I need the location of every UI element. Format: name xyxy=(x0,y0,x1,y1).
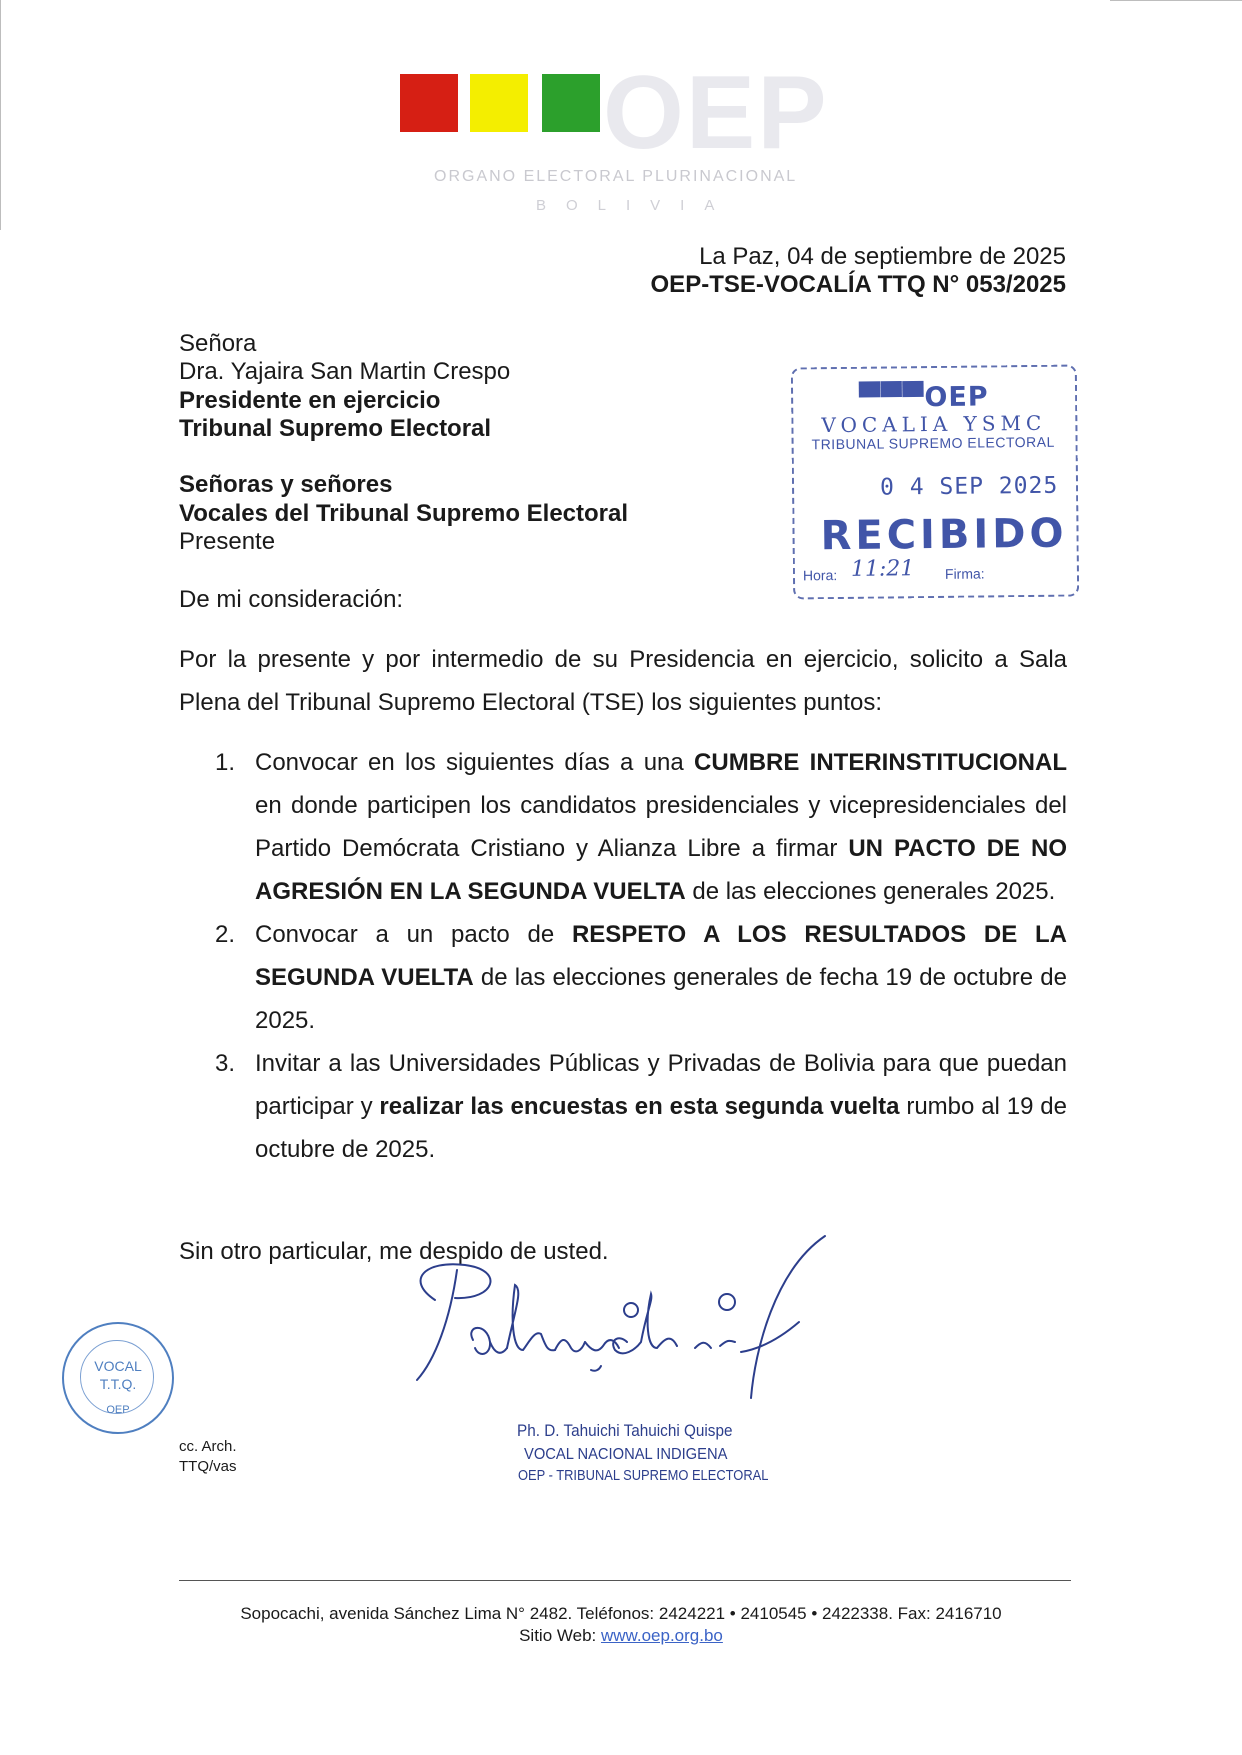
stamp-date: 0 4 SEP 2025 xyxy=(879,472,1059,501)
logo-red-square xyxy=(400,74,458,132)
item-text: Convocar a un pacto de xyxy=(255,921,572,948)
footer-website xyxy=(0,1626,1242,1646)
item-bold: CUMBRE INTERINSTITUCIONAL xyxy=(694,749,1067,776)
seal-center-2: T.T.Q. xyxy=(99,1376,137,1392)
salutation-1: Señora xyxy=(179,330,257,357)
handwritten-signature xyxy=(395,1230,835,1420)
footer-address: Sopocachi, avenida Sánchez Lima N° 2482. Teléfonos: 2424221 • 2410545 • 2422338. Fax: 2416710 xyxy=(240,1604,1002,1623)
item-text: de las elecciones generales de fecha 19 de octubre de 2025. xyxy=(255,964,1067,1034)
item-bold: UN PACTO DE NO AGRESIÓN EN LA SEGUNDA VUELTA xyxy=(255,835,1068,905)
stamp-hora-label: Hora: xyxy=(802,567,838,584)
cc-line-1: cc. Arch. xyxy=(179,1438,237,1455)
intro-paragraph: Por la presente y por intermedio de su Presidencia en ejercicio, solicito a Sala Plena del Tribunal Supremo Electoral (TSE) los siguientes puntos: xyxy=(179,646,1067,716)
stamp-tribunal: TRIBUNAL SUPREMO ELECTORAL xyxy=(811,433,1055,453)
stamp-hora-value: 11:21 xyxy=(850,556,915,582)
recipient-role: Presidente en ejercicio xyxy=(179,387,441,414)
logo-wordmark: OEP xyxy=(603,55,829,171)
request-item-1 xyxy=(179,741,1067,913)
recipient-institution: Tribunal Supremo Electoral xyxy=(179,415,492,442)
salutation-2: Señoras y señores xyxy=(179,471,393,498)
request-item-3 xyxy=(179,1042,1067,1171)
item-text: rumbo al 19 de octubre de 2025. xyxy=(255,1093,1067,1163)
recipient-name: Dra. Yajaira San Martin Crespo xyxy=(179,358,511,385)
request-list xyxy=(179,741,1067,1171)
request-item-2 xyxy=(179,913,1067,1042)
website-link[interactable]: www.oep.org.bo xyxy=(600,1626,723,1645)
received-stamp xyxy=(791,365,1079,600)
stamp-oep: ▀▀▀OEP xyxy=(858,381,989,414)
logo-subtitle: ORGANO ELECTORAL PLURINACIONAL xyxy=(434,168,798,185)
stamp-firma-label: Firma: xyxy=(944,565,985,582)
logo-green-square xyxy=(542,74,600,132)
letter-date: La Paz, 04 de septiembre de 2025 xyxy=(699,243,1066,270)
cc-line-2: TTQ/vas xyxy=(179,1458,237,1475)
seal-bottom: OEP xyxy=(106,1404,130,1416)
scan-edge-mark xyxy=(1110,0,1242,1)
logo-country: BOLIVIA xyxy=(536,197,735,214)
seal-center-1: VOCAL xyxy=(94,1358,142,1374)
carbon-copy xyxy=(179,1437,237,1477)
item-text: de las elecciones generales 2025. xyxy=(685,878,1056,905)
stamp-status: RECIBIDO xyxy=(820,510,1068,560)
stamp-vocalia: VOCALIA YSMC xyxy=(821,410,1047,438)
logo-yellow-square xyxy=(470,74,528,132)
letter-reference: OEP-TSE-VOCALÍA TTQ N° 053/2025 xyxy=(650,271,1066,298)
signatory-organization: OEP - TRIBUNAL SUPREMO ELECTORAL xyxy=(518,1467,769,1484)
greeting: De mi consideración: xyxy=(179,586,404,613)
footer-divider xyxy=(179,1580,1071,1581)
item-text: Convocar en los siguientes días a una xyxy=(255,749,695,776)
recipient-vocales: Vocales del Tribunal Supremo Electoral xyxy=(179,500,629,527)
item-bold: realizar las encuestas en esta segunda vuelta xyxy=(379,1093,900,1120)
item-text: en donde participen los candidatos presidenciales y vicepresidenciales del Partido Demócrata Cristiano y Alianza Libre a firmar xyxy=(255,792,1067,862)
presente: Presente xyxy=(179,528,276,555)
oep-logo xyxy=(398,55,858,222)
closing: Sin otro particular, me despido de usted. xyxy=(179,1238,609,1265)
item-number: 3. xyxy=(215,1050,236,1077)
scan-edge-mark xyxy=(0,0,1,230)
signatory-role: VOCAL NACIONAL INDIGENA xyxy=(524,1446,728,1463)
footer-web-label: Sitio Web: xyxy=(519,1626,601,1645)
vocal-seal xyxy=(62,1322,174,1434)
item-text: Invitar a las Universidades Públicas y Privadas de Bolivia para que puedan participar y xyxy=(255,1050,1067,1120)
item-number: 1. xyxy=(215,749,236,776)
item-bold: RESPETO A LOS RESULTADOS DE LA SEGUNDA VUELTA xyxy=(255,921,1067,991)
signatory-name: Ph. D. Tahuichi Tahuichi Quispe xyxy=(517,1421,733,1440)
item-number: 2. xyxy=(215,921,236,948)
